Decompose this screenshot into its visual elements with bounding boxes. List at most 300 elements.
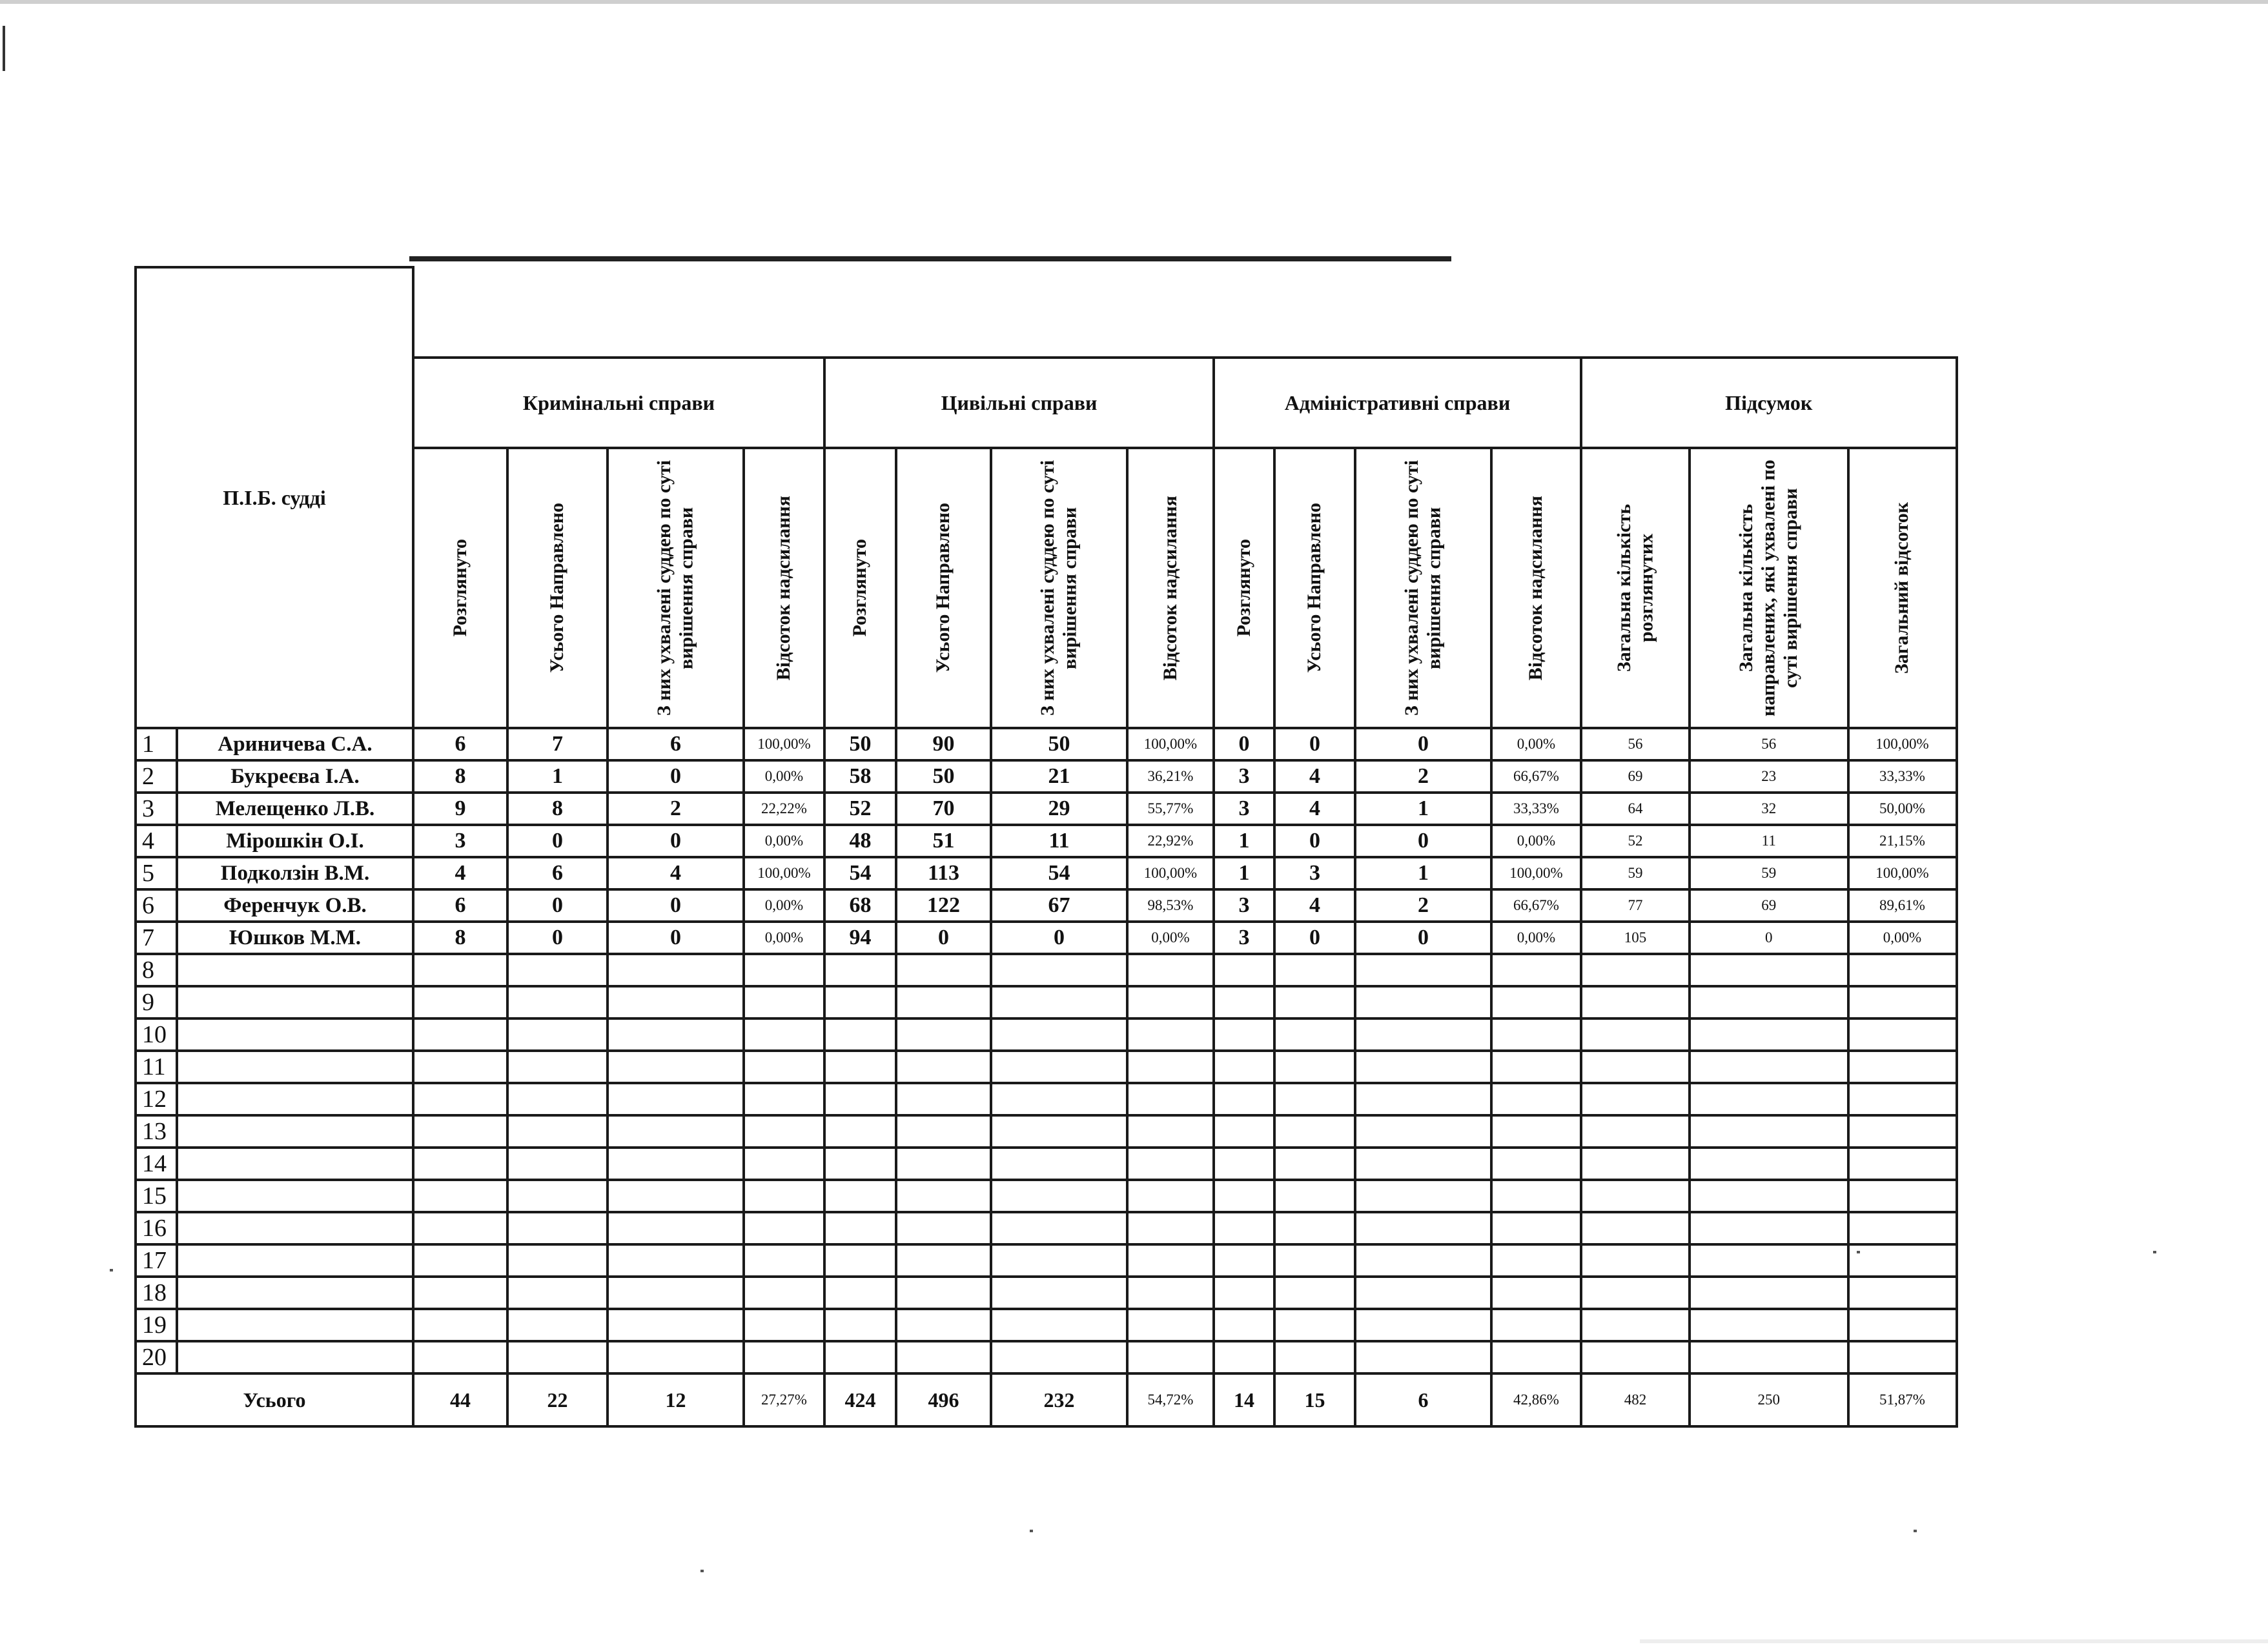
data-cell	[1690, 1083, 1848, 1115]
data-cell: 66,67%	[1491, 760, 1581, 793]
data-cell	[1127, 1341, 1214, 1373]
data-cell	[824, 1309, 896, 1341]
data-cell	[824, 1115, 896, 1148]
data-cell: 2	[608, 793, 744, 825]
data-cell	[1214, 1148, 1274, 1180]
data-cell	[1355, 1083, 1491, 1115]
data-cell: 3	[1214, 889, 1274, 922]
data-cell	[991, 1018, 1127, 1051]
judge-name	[177, 1277, 413, 1309]
data-cell: 89,61%	[1848, 889, 1957, 922]
data-cell	[896, 986, 991, 1018]
group-administrative: Адміністративні справи	[1214, 358, 1581, 448]
total-cell: 424	[824, 1373, 896, 1426]
table-row	[136, 1341, 1957, 1373]
data-cell: 6	[413, 728, 507, 760]
data-cell	[608, 1309, 744, 1341]
data-cell	[1355, 1309, 1491, 1341]
column-header-label: Загальна кількість направлених, які ухвалені по суті вирішення справи	[1735, 460, 1801, 716]
row-number: 11	[136, 1051, 177, 1083]
data-cell: 113	[896, 857, 991, 889]
data-cell: 100,00%	[1848, 857, 1957, 889]
data-cell	[1581, 1244, 1690, 1277]
data-cell: 100,00%	[1127, 857, 1214, 889]
data-cell	[991, 1148, 1127, 1180]
data-cell	[1127, 986, 1214, 1018]
data-cell	[1214, 1309, 1274, 1341]
data-cell	[744, 954, 824, 986]
data-cell: 100,00%	[1127, 728, 1214, 760]
table-top-rule	[409, 256, 1451, 261]
data-cell	[744, 1244, 824, 1277]
scan-speck	[1030, 1530, 1033, 1532]
data-cell: 22,22%	[744, 793, 824, 825]
scan-speck	[1914, 1530, 1917, 1532]
scan-corner-mark	[3, 26, 9, 71]
data-cell	[507, 1244, 608, 1277]
data-cell	[1214, 986, 1274, 1018]
data-cell	[991, 1115, 1127, 1148]
data-cell	[896, 1148, 991, 1180]
judge-name: Букреєва І.А.	[177, 760, 413, 793]
column-header-label: Відсоток надсилання	[773, 495, 795, 681]
column-header-2	[507, 448, 608, 728]
data-cell: 0	[896, 922, 991, 954]
column-header-3	[608, 448, 744, 728]
scan-speck	[1857, 1251, 1860, 1253]
data-cell	[824, 1244, 896, 1277]
data-cell: 66,67%	[1491, 889, 1581, 922]
scan-speck	[2153, 1251, 2156, 1253]
group-summary: Підсумок	[1581, 358, 1957, 448]
table-row	[136, 889, 1957, 922]
data-cell: 0,00%	[744, 889, 824, 922]
judge-name	[177, 1051, 413, 1083]
data-cell	[991, 1212, 1127, 1244]
data-cell	[1127, 1212, 1214, 1244]
data-cell	[1355, 1277, 1491, 1309]
data-cell	[1690, 1277, 1848, 1309]
data-cell: 68	[824, 889, 896, 922]
data-cell	[744, 1212, 824, 1244]
table-row	[136, 1148, 1957, 1180]
data-cell: 59	[1581, 857, 1690, 889]
data-cell: 50	[824, 728, 896, 760]
data-cell	[744, 1341, 824, 1373]
data-cell: 52	[824, 793, 896, 825]
data-cell: 4	[1274, 889, 1355, 922]
data-cell: 1	[1355, 857, 1491, 889]
data-cell	[413, 1244, 507, 1277]
data-cell	[1214, 1212, 1274, 1244]
data-cell	[1355, 1018, 1491, 1051]
table-row	[136, 857, 1957, 889]
data-cell: 59	[1690, 857, 1848, 889]
column-header-label: Загальний відсоток	[1891, 501, 1913, 674]
data-cell	[1127, 1115, 1214, 1148]
data-cell	[1491, 1115, 1581, 1148]
table-row	[136, 986, 1957, 1018]
judge-name: Ариничева С.А.	[177, 728, 413, 760]
column-header-13	[1581, 448, 1690, 728]
data-cell	[413, 1180, 507, 1212]
data-cell: 0,00%	[1491, 922, 1581, 954]
data-cell: 21	[991, 760, 1127, 793]
data-cell	[1127, 1309, 1214, 1341]
judge-name	[177, 1309, 413, 1341]
row-number: 10	[136, 1018, 177, 1051]
data-cell	[1491, 1148, 1581, 1180]
data-cell	[1491, 954, 1581, 986]
row-number: 12	[136, 1083, 177, 1115]
row-number: 17	[136, 1244, 177, 1277]
table-row	[136, 1115, 1957, 1148]
column-header-11	[1355, 448, 1491, 728]
data-cell	[1214, 1341, 1274, 1373]
data-cell	[1355, 1341, 1491, 1373]
data-cell	[991, 986, 1127, 1018]
data-cell	[1274, 1018, 1355, 1051]
data-cell: 0	[1355, 728, 1491, 760]
data-cell: 4	[1274, 760, 1355, 793]
data-cell	[744, 1277, 824, 1309]
judge-name	[177, 954, 413, 986]
column-header-label: З них ухвалені суддею по суті вирішення справи	[1037, 460, 1081, 716]
data-cell	[1690, 954, 1848, 986]
data-cell	[1690, 1115, 1848, 1148]
table-row	[136, 1244, 1957, 1277]
data-cell	[824, 1277, 896, 1309]
data-cell	[1491, 986, 1581, 1018]
data-cell	[1214, 1180, 1274, 1212]
data-cell: 3	[1214, 793, 1274, 825]
column-header-1	[413, 448, 507, 728]
data-cell	[413, 954, 507, 986]
judge-name: Юшков М.М.	[177, 922, 413, 954]
data-cell	[824, 1180, 896, 1212]
data-cell: 52	[1581, 825, 1690, 857]
data-cell	[1848, 1212, 1957, 1244]
data-cell: 8	[413, 760, 507, 793]
judge-name: Мірошкін О.І.	[177, 825, 413, 857]
data-cell	[507, 1148, 608, 1180]
data-cell	[896, 954, 991, 986]
data-cell	[824, 986, 896, 1018]
row-number: 16	[136, 1212, 177, 1244]
data-cell	[1355, 1115, 1491, 1148]
data-cell	[1214, 1115, 1274, 1148]
data-cell	[1355, 1244, 1491, 1277]
data-cell	[507, 1083, 608, 1115]
data-cell	[991, 954, 1127, 986]
data-cell: 7	[507, 728, 608, 760]
data-cell: 54	[991, 857, 1127, 889]
data-cell: 100,00%	[744, 728, 824, 760]
table-row	[136, 1018, 1957, 1051]
data-cell	[1690, 1244, 1848, 1277]
scan-speck	[700, 1570, 704, 1572]
data-cell	[1491, 1051, 1581, 1083]
table-row	[136, 1277, 1957, 1309]
total-cell: 44	[413, 1373, 507, 1426]
data-cell	[608, 986, 744, 1018]
data-cell: 51	[896, 825, 991, 857]
data-cell	[1355, 1051, 1491, 1083]
data-cell: 23	[1690, 760, 1848, 793]
data-cell	[1690, 1341, 1848, 1373]
row-number: 1	[136, 728, 177, 760]
row-number: 15	[136, 1180, 177, 1212]
data-cell	[1127, 1018, 1214, 1051]
judge-name	[177, 1115, 413, 1148]
scan-bottom-shadow	[1640, 1639, 2268, 1643]
data-cell	[1214, 1277, 1274, 1309]
column-header-7	[991, 448, 1127, 728]
data-cell	[896, 1083, 991, 1115]
data-cell	[507, 1051, 608, 1083]
data-cell	[1274, 1051, 1355, 1083]
column-header-4	[744, 448, 824, 728]
data-cell	[1214, 954, 1274, 986]
data-cell	[1127, 1277, 1214, 1309]
data-cell: 98,53%	[1127, 889, 1214, 922]
data-cell	[744, 1051, 824, 1083]
data-cell	[1581, 1212, 1690, 1244]
data-cell	[991, 1244, 1127, 1277]
data-cell	[507, 1277, 608, 1309]
data-cell	[507, 1309, 608, 1341]
judge-name	[177, 1212, 413, 1244]
row-number: 8	[136, 954, 177, 986]
data-cell: 2	[1355, 889, 1491, 922]
total-label: Усього	[136, 1373, 413, 1426]
data-cell: 0	[608, 825, 744, 857]
data-cell	[1690, 986, 1848, 1018]
data-cell	[1581, 1277, 1690, 1309]
data-cell	[1355, 986, 1491, 1018]
data-cell: 0	[1274, 825, 1355, 857]
data-cell	[1690, 1148, 1848, 1180]
data-cell: 0	[1214, 728, 1274, 760]
row-number: 20	[136, 1341, 177, 1373]
data-cell: 0,00%	[1491, 728, 1581, 760]
row-number: 18	[136, 1277, 177, 1309]
table-row	[136, 760, 1957, 793]
data-cell	[1127, 1148, 1214, 1180]
data-cell: 0	[1355, 922, 1491, 954]
column-header-label: З них ухвалені суддею по суті вирішення справи	[1401, 460, 1445, 716]
data-cell	[1274, 1212, 1355, 1244]
column-header-label: Відсоток надсилання	[1525, 495, 1547, 681]
column-header-label: Розглянуто	[449, 539, 471, 637]
data-cell: 8	[507, 793, 608, 825]
data-cell	[744, 1180, 824, 1212]
judge-name	[177, 1083, 413, 1115]
data-cell: 0,00%	[1127, 922, 1214, 954]
row-number: 19	[136, 1309, 177, 1341]
column-header-9	[1214, 448, 1274, 728]
data-cell	[1848, 1341, 1957, 1373]
data-cell: 8	[413, 922, 507, 954]
total-cell: 6	[1355, 1373, 1491, 1426]
data-cell	[608, 1277, 744, 1309]
data-cell: 48	[824, 825, 896, 857]
data-cell	[507, 1341, 608, 1373]
data-cell	[413, 1083, 507, 1115]
data-cell: 50	[991, 728, 1127, 760]
column-header-label: Усього Направлено	[546, 503, 568, 673]
data-cell: 6	[507, 857, 608, 889]
data-cell	[507, 954, 608, 986]
data-cell	[608, 1148, 744, 1180]
data-cell	[413, 1051, 507, 1083]
data-cell: 0	[1355, 825, 1491, 857]
data-cell: 64	[1581, 793, 1690, 825]
column-header-5	[824, 448, 896, 728]
total-cell: 42,86%	[1491, 1373, 1581, 1426]
column-header-6	[896, 448, 991, 728]
column-header-label: Відсоток надсилання	[1159, 495, 1181, 681]
judge-name: Мелещенко Л.В.	[177, 793, 413, 825]
data-cell: 0	[1274, 922, 1355, 954]
data-cell: 54	[824, 857, 896, 889]
data-cell	[1848, 986, 1957, 1018]
data-cell	[991, 1309, 1127, 1341]
data-cell	[507, 1212, 608, 1244]
data-cell: 0	[608, 760, 744, 793]
data-cell	[1581, 1018, 1690, 1051]
data-cell: 0,00%	[744, 922, 824, 954]
data-cell	[824, 954, 896, 986]
data-cell	[413, 1148, 507, 1180]
data-cell: 122	[896, 889, 991, 922]
data-cell	[991, 1051, 1127, 1083]
data-cell: 36,21%	[1127, 760, 1214, 793]
data-cell: 0,00%	[1491, 825, 1581, 857]
data-cell	[1214, 1083, 1274, 1115]
data-cell: 11	[991, 825, 1127, 857]
data-cell: 0	[608, 889, 744, 922]
data-cell	[1848, 1083, 1957, 1115]
data-cell	[1581, 1148, 1690, 1180]
data-cell	[413, 1018, 507, 1051]
data-cell	[991, 1277, 1127, 1309]
data-cell	[608, 1244, 744, 1277]
data-cell	[608, 954, 744, 986]
column-header-label: Розглянуто	[1232, 539, 1254, 637]
data-cell	[1127, 1051, 1214, 1083]
table-top-spacer-row	[136, 267, 1957, 358]
data-cell: 3	[413, 825, 507, 857]
data-cell	[413, 986, 507, 1018]
judge-name: Подколзін В.М.	[177, 857, 413, 889]
total-cell: 250	[1690, 1373, 1848, 1426]
table-row	[136, 825, 1957, 857]
data-cell	[1581, 986, 1690, 1018]
data-cell	[1491, 1277, 1581, 1309]
data-cell	[608, 1341, 744, 1373]
data-cell: 29	[991, 793, 1127, 825]
data-cell	[744, 1115, 824, 1148]
column-header-label: Усього Направлено	[1303, 503, 1325, 673]
data-cell	[1491, 1180, 1581, 1212]
column-header-label: Усього Направлено	[932, 503, 954, 673]
row-number: 6	[136, 889, 177, 922]
data-cell: 6	[413, 889, 507, 922]
data-cell	[1127, 1180, 1214, 1212]
judge-name	[177, 1148, 413, 1180]
total-cell: 482	[1581, 1373, 1690, 1426]
data-cell	[1848, 1180, 1957, 1212]
data-cell	[1274, 1083, 1355, 1115]
column-header-8	[1127, 448, 1214, 728]
row-number: 9	[136, 986, 177, 1018]
data-cell	[1127, 954, 1214, 986]
data-cell: 100,00%	[1491, 857, 1581, 889]
data-cell	[991, 1083, 1127, 1115]
data-cell	[744, 1148, 824, 1180]
data-cell: 4	[608, 857, 744, 889]
column-header-12	[1491, 448, 1581, 728]
table-row	[136, 793, 1957, 825]
data-cell	[824, 1051, 896, 1083]
table-row	[136, 1212, 1957, 1244]
data-cell: 69	[1581, 760, 1690, 793]
data-cell	[1581, 1051, 1690, 1083]
data-cell: 100,00%	[1848, 728, 1957, 760]
data-cell: 4	[1274, 793, 1355, 825]
data-cell: 56	[1581, 728, 1690, 760]
row-number: 7	[136, 922, 177, 954]
judge-name	[177, 1341, 413, 1373]
data-cell: 50,00%	[1848, 793, 1957, 825]
data-cell: 0	[991, 922, 1127, 954]
table-row	[136, 1051, 1957, 1083]
data-cell	[744, 1018, 824, 1051]
data-cell	[1690, 1309, 1848, 1341]
data-cell	[413, 1277, 507, 1309]
total-cell: 232	[991, 1373, 1127, 1426]
data-cell: 0	[507, 889, 608, 922]
data-cell: 2	[1355, 760, 1491, 793]
data-cell: 0,00%	[1848, 922, 1957, 954]
column-header-label: З них ухвалені суддею по суті вирішення справи	[653, 460, 697, 716]
data-cell: 4	[413, 857, 507, 889]
data-cell	[896, 1180, 991, 1212]
data-cell	[1127, 1083, 1214, 1115]
data-cell	[896, 1051, 991, 1083]
data-cell	[1848, 1309, 1957, 1341]
total-cell: 12	[608, 1373, 744, 1426]
judge-name	[177, 1244, 413, 1277]
scan-speck	[110, 1269, 113, 1271]
data-cell	[507, 1180, 608, 1212]
data-cell	[413, 1341, 507, 1373]
data-cell	[1274, 1148, 1355, 1180]
data-cell	[608, 1212, 744, 1244]
data-cell: 33,33%	[1848, 760, 1957, 793]
table-row	[136, 1309, 1957, 1341]
data-cell	[507, 1018, 608, 1051]
data-cell: 3	[1214, 922, 1274, 954]
total-row	[136, 1373, 1957, 1426]
data-cell: 77	[1581, 889, 1690, 922]
data-cell	[1274, 986, 1355, 1018]
column-header-10	[1274, 448, 1355, 728]
data-cell	[1581, 1309, 1690, 1341]
data-cell	[896, 1277, 991, 1309]
data-cell	[507, 986, 608, 1018]
